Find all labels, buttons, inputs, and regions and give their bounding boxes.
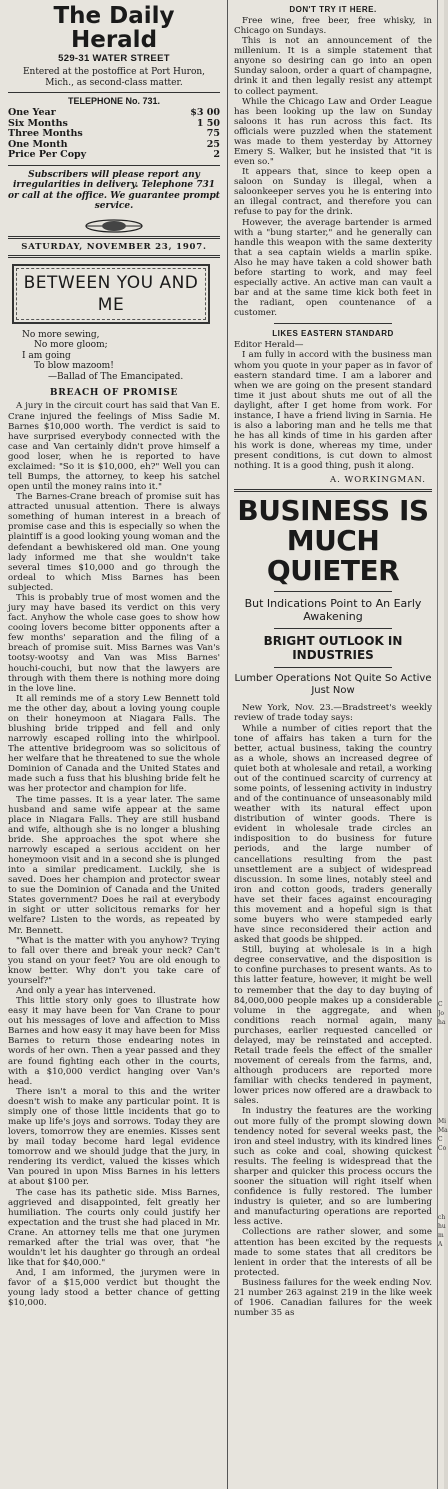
article-paragraph: It all reminds me of a story Lew Bennett told me the other day, about a loving young couple on their honeymoon at Niagara Falls. The blushing bride tripped and fell and only narrowly escaped rolling into the whirlpool. The attentive bridegroom was so solicitous of her welfare that he threatened to sue the whole Dominion of Canada and the United States and made such a fuss that his blushing bride felt he was her protector and champion for life. xyxy=(8,693,220,795)
divider xyxy=(8,236,220,239)
right-column xyxy=(230,0,436,1489)
divider xyxy=(8,92,220,93)
article-heading-breach-of-promise: BREACH OF PROMISE xyxy=(49,388,179,399)
divider xyxy=(274,667,393,668)
column-title-box: BETWEEN YOU AND ME xyxy=(12,264,210,324)
edge-fragment: m xyxy=(438,1232,444,1239)
letter-salutation: Editor Herald— xyxy=(234,340,304,351)
article-paragraph: While the Chicago Law and Order League has been looking up the law on Sunday saloons it has run across this fact. Its officials were puzzled when the statement was made to them yesterday by Attorney Emery S. Walker, but he insisted that "it is even so." xyxy=(234,96,432,168)
left-column xyxy=(2,0,226,1489)
divider xyxy=(274,591,393,592)
article-paragraph: It appears that, since to keep open a saloon on Sunday is illegal, when a saloonkeeper serves you he is entering into an illegal contract, and therefore you can refuse to pay for the drink. xyxy=(234,167,432,218)
edge-fragment: hu xyxy=(438,1223,446,1230)
headline-deck: But Indications Point to An Early Awakening xyxy=(244,597,422,624)
edge-fragment: C xyxy=(438,1001,443,1008)
article-paragraph: There isn't a moral to this and the writer doesn't wish to make any particular point. It is simply one of those little incidents that go to make up life's joys and sorrows. Today they are lovers, tomorrow they are enemies. Kisses sent by mail today become hard legal evidence tomorrow and we should judge that the jury, in rendering its verdict, valued the kisses which Van poured in upon Miss Barnes in his letters at about $100 per. xyxy=(8,1086,220,1188)
divider xyxy=(234,489,432,492)
article-paragraph: New York, Nov. 23.—Bradstreet's weekly review of trade today says: xyxy=(234,703,432,724)
adjacent-column-fragment xyxy=(437,0,448,1489)
article-paragraph: "What is the matter with you anyhow? Trying to fall over there and break your neck? Can't you stand on your feet? You are old enough to know better. Why don't you take care of yourself?" xyxy=(8,935,220,986)
article-paragraph: This little story only goes to illustrate how easy it may have been for Van Crane to pour out his messages of love and affection to Miss Barnes and how easy it may have been for Miss Barnes to return those endearing notes in words of her own. Then a year passed and they are found fighting each other in the courts, with a $10,000 verdict hanging over Van's head. xyxy=(8,996,220,1087)
article-paragraph: And only a year has intervened. xyxy=(16,986,156,996)
article-paragraph: The Barnes-Crane breach of promise suit has attracted unusual attention. There is always something of human interest in a breach of promise case and this is especially so when the plaintiff is a good looking young woman and the defendant a bewhiskered old man. One young lady informed me that she wouldn't take several times $10,000 and go through the ordeal to which Miss Barnes has been subjected. xyxy=(8,492,220,593)
article-paragraph: In industry the features are the working out more fully of the prompt slowing down tendency noted for several weeks past, the iron and steel industry, with its kindred lines such as coke and coal, showing quickest results. The feeling is widespread that the sharper and quicker this process occurs the sooner the situation will right itself when confidence is fully restored. The lumber industry is quieter, and so are lumbering and manufacturing operations are reported less active. xyxy=(234,1106,432,1228)
newspaper-address: 529-31 WATER STREET xyxy=(58,53,170,64)
rate-label: One Year xyxy=(8,107,56,118)
union-label-ornament-icon xyxy=(8,218,220,232)
rate-label: Six Months xyxy=(8,117,68,129)
article-paragraph: Collections are rather slower, and some attention has been excited by the requests made to some states that all creditors be lenient in order that the interests of all be protected. xyxy=(234,1227,432,1278)
article-paragraph: Still, buying at wholesale is in a high degree conservative, and the disposition is to confine purchases to present wants. As to this latter feature, however, it might be well to remember that the day to day buying of 84,000,000 people makes up a considerable volume in the aggregate, and when conditions reach normal again, many purchases, earlier requested cancelled or delayed, may be reinstated and accepted. Retail trade feels the effect of the smaller movement of cereals from the farms, and, although producers are reported more familiar with checks tendered in payment, lower prices now offered are a drawback to sales. xyxy=(234,945,432,1107)
article-paragraph: A jury in the circuit court has said that Van E. Crane injured the feelings of Miss Sadie M. Barnes $10,000 worth. The verdict is said to have surprised everybody connected with the case and Van certainly didn't prove himself a good loser, when he is reported to have exclaimed: "So it is $10,000, eh?" Well you can tell Bumps, the attorney, to keep his satchel open until the money rains into it." xyxy=(8,401,220,493)
edge-fragment: A xyxy=(438,1241,443,1248)
column-rule xyxy=(227,0,228,1489)
poem-line: To blow mazoom! xyxy=(34,361,114,372)
subscriber-notice: Subscribers will please report any irregularities in delivery. Telephone 731 or call at the office. We guarantee prompt service. xyxy=(8,169,220,211)
poem-line: No more sewing, xyxy=(22,329,100,340)
divider xyxy=(8,255,220,258)
article-paragraph: I am fully in accord with the business man whom you quote in your paper as in favor of eastern standard time. I am a laborer and when we are going on the present standard time it just about shuts me out of all the daylight, after I get home from work. For instance, I have a friend living in Sarnia. He is also a laboring man and he tells me that he has all kinds of time in his garden after his work is done, whereas my time, under present conditions, is cut down to almost nothing. It is a good thing, push it along. xyxy=(234,350,432,472)
subscription-rates xyxy=(8,108,220,161)
rate-amount: $3 00 xyxy=(190,107,220,118)
article-paragraph: The time passes. It is a year later. The same husband and same wife appear at the same place in Niagara Falls. They are still husband and wife, although she is no longer a blushing bride. She approaches the spot where she narrowly escaped a serious accident on her honeymoon visit and in a second she is plunged into a similar predicament. Luckily, she is saved. Does her champion and protector swear to sue the Dominion of Canada and the United States government? Does he rail at everybody in sight or utter solicitous remarks for her welfare? Listen to the words, as repeated by Mr. Bennett. xyxy=(8,794,220,936)
rate-amount: 2 xyxy=(213,149,220,160)
rate-row xyxy=(8,108,220,119)
article-heading-dont-try-it: DON'T TRY IT HERE. xyxy=(289,5,377,14)
article-paragraph: While a number of cities report that the tone of affairs has taken a turn for the better, actual business, taking the country as a whole, shows an increased degree of quiet both at wholesale and retail, a working out of the continued scarcity of currency at some points, of lessening activity in industry and of the continuance of unseasonably mild weather with its natural effect upon distribution of winter goods. There is evident in wholesale trade circles an indisposition to do business for future periods, and the large number of cancellations resulting from the past unsettlement are a subject of widespread discussion. In some lines, notably steel and iron and cotton goods, traders generally have set their faces against encouraging this movement and a hopeful sign is that some buyers who were stampeded early have since reconsidered their action and asked that goods be shipped. xyxy=(234,723,433,946)
telephone-number: TELEPHONE No. 731. xyxy=(67,96,161,106)
article-paragraph: Business failures for the week ending Nov. 21 number 263 against 219 in the like week of 1906. Canadian failures for the week number 35 as xyxy=(234,1277,432,1319)
article-body-breach-of-promise xyxy=(8,401,220,1308)
article-paragraph: This is not an announcement of the millenium. It is a simple statement that anyone so desiring can go into an open Sunday saloon, order a quart of champagne, drink it and then legally resist any attempt to collect payment. xyxy=(234,36,432,97)
headline-business-quieter: BUSINESS IS MUCH QUIETER xyxy=(237,494,429,588)
rate-row xyxy=(8,129,220,140)
headline-deck: Lumber Operations Not Quite So Active Just Now xyxy=(234,673,432,697)
issue-date: SATURDAY, NOVEMBER 23, 1907. xyxy=(21,241,207,252)
rate-amount: 75 xyxy=(206,128,220,139)
article-paragraph: This is probably true of most women and the jury may have based its verdict on this very fact. Anyhow the whole case goes to show how cooing lovers become bitter opponents after a few months' separation and the filing of a breach of promise suit. Miss Barnes was Van's tootsy-wootsy and Van was Miss Barnes' houchi-couchi, but now that the lawyers are through with them there is nothing more doing in the love line. xyxy=(8,592,220,694)
divider xyxy=(274,628,393,629)
headline-deck: BRIGHT OUTLOOK IN INDUSTRIES xyxy=(263,634,403,663)
article-paragraph: The case has its pathetic side. Miss Barnes, aggrieved and disappointed, felt greatly her humiliation. The courts only could justify her expectation and the trust she had placed in Mr. Crane. An attorney tells me that one jurymen remarked after the trial was over, that "he wouldn't let his daughter go through an ordeal like that for $40,000." xyxy=(8,1187,220,1269)
rate-label: Price Per Copy xyxy=(8,149,87,160)
article-paragraph: Free wine, free beer, free whisky, in Chicago on Sundays. xyxy=(234,16,432,37)
rate-label: Three Months xyxy=(8,128,83,139)
edge-fragment: ha xyxy=(438,1019,446,1026)
edge-fragment: Co xyxy=(438,1145,447,1152)
newspaper-title: The Daily Herald xyxy=(53,3,175,53)
edge-fragment: ch xyxy=(438,1214,446,1221)
edge-fragment: C xyxy=(438,1136,443,1143)
rate-amount: 25 xyxy=(206,138,220,150)
poem-line: I am going xyxy=(22,350,71,361)
article-paragraph: And, I am informed, the jurymen were in favor of a $15,000 verdict but thought the young lady stood a better chance of getting $10,000. xyxy=(8,1268,220,1309)
rate-amount: 1 50 xyxy=(196,117,220,129)
edge-fragment: Jo xyxy=(438,1010,445,1017)
poem xyxy=(8,330,220,383)
rate-label: One Month xyxy=(8,138,68,150)
edge-fragment: Mi xyxy=(438,1118,447,1125)
article-heading-eastern-standard: LIKES EASTERN STANDARD xyxy=(272,329,394,339)
poem-attribution: —Ballad of The Emancipated. xyxy=(48,371,184,382)
article-paragraph: However, the average bartender is armed with a "bung starter," and he generally can handle this weapon with the same dexterity that a sea captain wields a marlin spike. Also he may have taken a cold shower bath before starting to work, and may feel especially active. An active man can vault a bar and at the same time kick both feet in the radiant, open countenance of a customer. xyxy=(234,217,432,319)
divider xyxy=(274,323,393,324)
poem-line: No more gloom; xyxy=(34,340,108,351)
edge-fragment: Ma xyxy=(438,1127,448,1134)
letter-signature: A. WORKINGMAN. xyxy=(329,475,426,486)
rate-row xyxy=(8,150,220,161)
divider xyxy=(8,165,220,166)
postal-entry-notice: Entered at the postoffice at Port Huron, Mich., as second-class matter. xyxy=(22,67,206,88)
